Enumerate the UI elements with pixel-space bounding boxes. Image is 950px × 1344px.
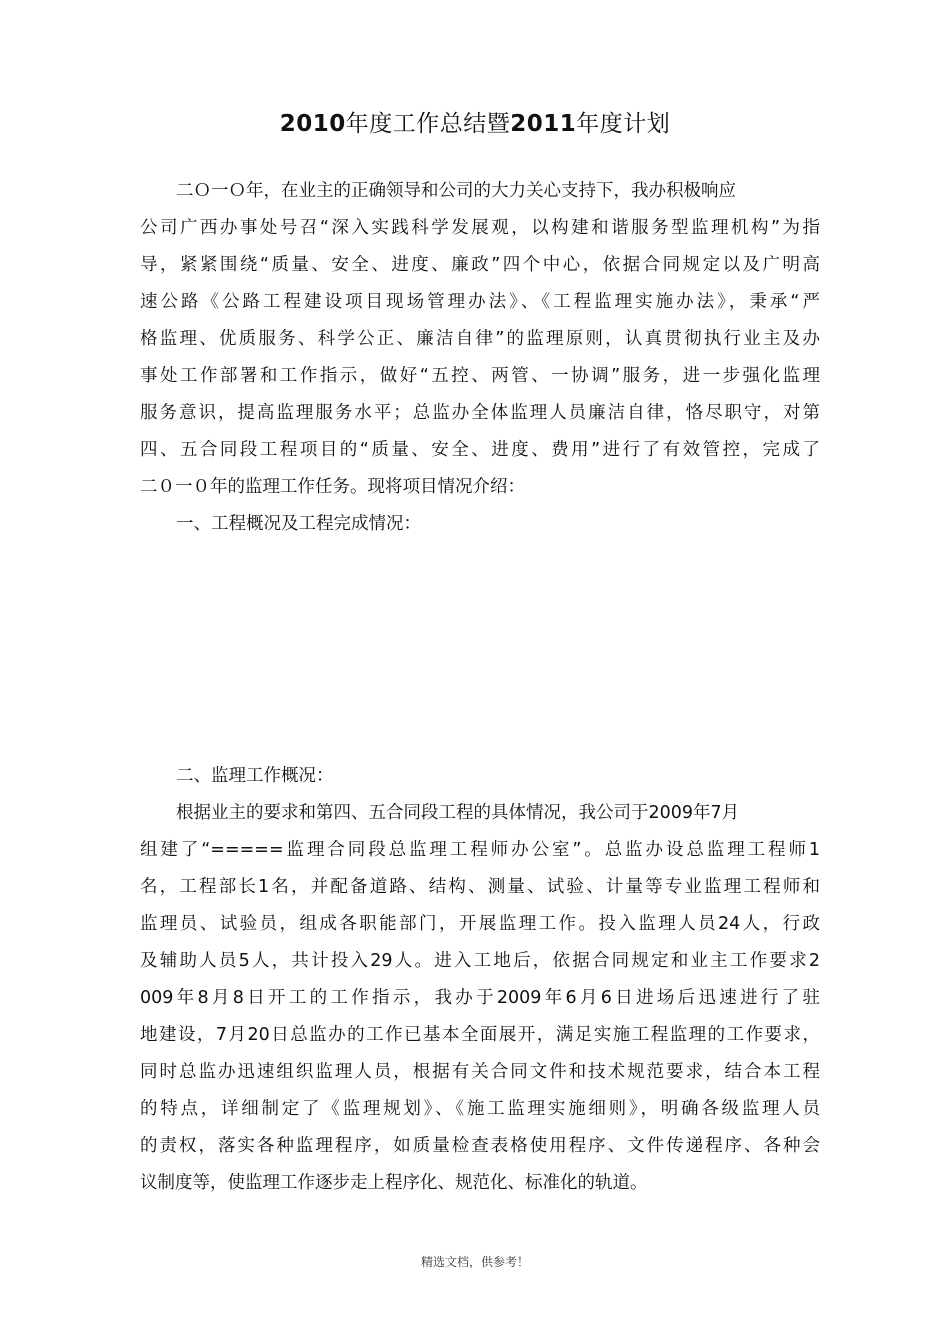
paragraph-line: 服务意识，提高监理服务水平；总监办全体监理人员廉洁自律，恪尽职守，对第 <box>140 403 820 423</box>
paragraph-line: 四、五合同段工程项目的“质量、安全、进度、费用”进行了有效管控，完成了 <box>140 440 820 460</box>
title-middle: 年度工作总结暨 <box>345 111 511 137</box>
paragraph-line: 的特点，详细制定了《监理规划》、《施工监理实施细则》，明确各级监理人员 <box>140 1099 820 1119</box>
paragraph-line: 名，工程部长1名，并配备道路、结构、测量、试验、计量等专业监理工程师和 <box>140 877 820 897</box>
paragraph-line: 的责权，落实各种监理程序，如质量检查表格使用程序、文件传递程序、各种会 <box>140 1136 820 1156</box>
paragraph-line: 监理员、试验员，组成各职能部门，开展监理工作。投入监理人员24人，行政 <box>140 914 820 934</box>
title-tail: 年度计划 <box>576 111 671 137</box>
intro-paragraph <box>140 173 820 543</box>
title-year-2011: 2011 <box>510 111 577 137</box>
paragraph-line: 导，紧紧围绕“质量、安全、进度、廉政”四个中心，依据合同规定以及广明高 <box>140 255 820 275</box>
section-heading-2: 二、监理工作概况： <box>176 766 334 786</box>
paragraph-line: 同时总监办迅速组织监理人员，根据有关合同文件和技术规范要求，结合本工程 <box>140 1062 820 1082</box>
paragraph-line: 组建了“=====监理合同段总监理工程师办公室”。总监办设总监理工程师1 <box>140 840 820 860</box>
title-year-2010: 2010 <box>279 111 346 137</box>
paragraph-line: 公司广西办事处号召“深入实践科学发展观，以构建和谐服务型监理机构”为指 <box>140 218 820 238</box>
paragraph-line: 格监理、优质服务、科学公正、廉洁自律”的监理原则，认真贯彻执行业主及办 <box>140 329 820 349</box>
paragraph-line: 009年8月8日开工的工作指示，我办于2009年6月6日进场后迅速进行了驻 <box>140 988 820 1008</box>
paragraph-line: 二０一０年的监理工作任务。现将项目情况介绍： <box>140 477 525 497</box>
supervision-section <box>140 758 820 1202</box>
paragraph-line: 议制度等，使监理工作逐步走上程序化、规范化、标准化的轨道。 <box>140 1173 648 1193</box>
paragraph-line: 根据业主的要求和第四、五合同段工程的具体情况，我公司于2009年7月 <box>176 803 740 823</box>
paragraph-line: 地建设，7月20日总监办的工作已基本全面展开，满足实施工程监理的工作要求， <box>140 1025 820 1045</box>
paragraph-line: 事处工作部署和工作指示，做好“五控、两管、一协调”服务，进一步强化监理 <box>140 366 820 386</box>
page-footer: 精选文档，供参考！ <box>420 1255 529 1269</box>
section-heading-1: 一、工程概况及工程完成情况： <box>176 514 421 534</box>
document-title <box>0 104 950 144</box>
paragraph-line: 速公路《公路工程建设项目现场管理办法》、《工程监理实施办法》，秉承“严 <box>140 292 820 312</box>
paragraph-line: 二Ｏ一Ｏ年，在业主的正确领导和公司的大力关心支持下，我办积极响应 <box>176 181 736 201</box>
paragraph-line: 及辅助人员5人，共计投入29人。进入工地后，依据合同规定和业主工作要求2 <box>140 951 820 971</box>
